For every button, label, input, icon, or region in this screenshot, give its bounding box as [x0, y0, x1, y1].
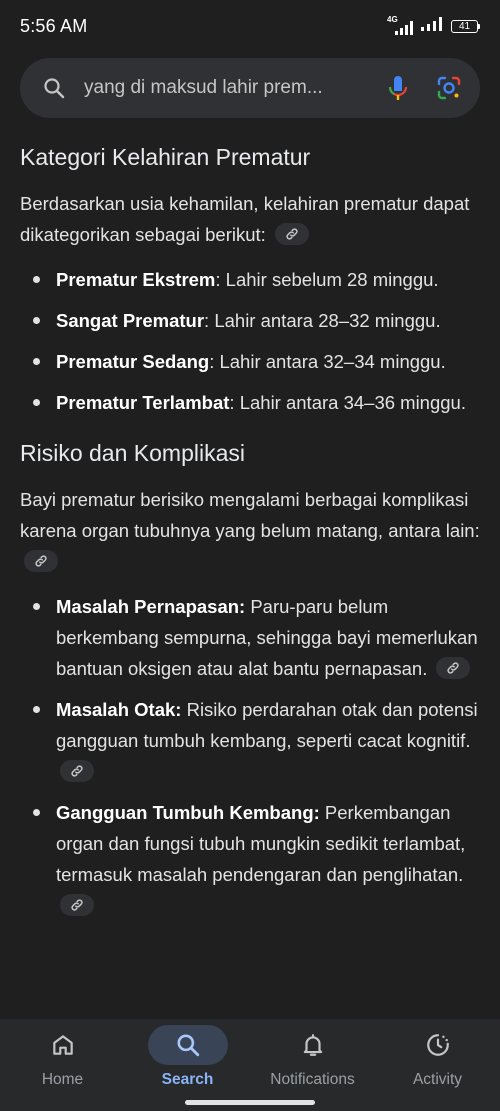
lens-icon[interactable] [436, 75, 462, 101]
list-item-term: Prematur Terlambat [56, 392, 230, 413]
intro-text: Berdasarkan usia kehamilan, kelahiran prematur dapat dikategorikan sebagai berikut: [20, 193, 470, 245]
list-item-term: Prematur Sedang [56, 351, 210, 372]
risiko-list [20, 591, 480, 921]
nav-notifications-label: Notifications [270, 1071, 355, 1088]
nav-notifications-icon-wrap [273, 1025, 353, 1065]
nav-activity[interactable] [375, 1025, 500, 1089]
list-item-term: Masalah Otak: [56, 699, 182, 720]
battery-icon [451, 20, 480, 33]
nav-activity-label: Activity [412, 1071, 463, 1088]
list-item-term: Masalah Pernapasan: [56, 596, 246, 617]
nav-notifications[interactable] [250, 1025, 375, 1089]
nav-home-label: Home [41, 1071, 84, 1088]
link-icon [285, 227, 299, 241]
list-item [20, 694, 480, 787]
nav-home-icon-wrap [23, 1025, 103, 1065]
status-icons [387, 17, 480, 36]
bottom-nav [0, 1019, 500, 1111]
link-icon [446, 661, 460, 675]
search-bar[interactable] [20, 58, 480, 118]
list-item [20, 387, 480, 418]
list-item [20, 346, 480, 377]
source-link-button[interactable] [275, 223, 309, 245]
link-icon [70, 898, 84, 912]
list-item-term: Prematur Ekstrem [56, 269, 216, 290]
battery-level: 41 [451, 20, 478, 33]
nav-search-icon-wrap [148, 1025, 228, 1065]
list-item [20, 797, 480, 921]
list-item-term: Gangguan Tumbuh Kembang: [56, 802, 320, 823]
search-icon [175, 1032, 201, 1058]
nav-search-label: Search [161, 1071, 214, 1088]
search-input[interactable]: yang di maksud lahir prem... [84, 77, 323, 98]
signal-icon [421, 17, 443, 36]
list-item-text: : Lahir antara 28–32 minggu. [204, 310, 441, 331]
status-time: 5:56 AM [20, 15, 88, 36]
link-icon [70, 764, 84, 778]
list-item [20, 591, 480, 684]
section-intro-risiko [20, 484, 480, 577]
list-item-text: Paru-paru belum berkembang sempurna, sehingga bayi memerlukan bantuan oksigen atau alat bantu pernapasan. [56, 596, 478, 679]
nav-search[interactable] [125, 1025, 250, 1089]
search-icon [42, 76, 66, 100]
section-heading-risiko: Risiko dan Komplikasi [20, 440, 245, 466]
activity-icon [425, 1032, 451, 1058]
mic-icon[interactable] [386, 75, 410, 101]
home-icon [50, 1032, 76, 1058]
signal-4g-icon [387, 17, 413, 35]
section-heading-kategori: Kategori Kelahiran Prematur [20, 144, 311, 170]
list-item-text: : Lahir sebelum 28 minggu. [215, 269, 439, 290]
source-link-button[interactable] [60, 894, 94, 916]
list-item-text: : Lahir antara 32–34 minggu. [209, 351, 446, 372]
ai-overview-content [20, 130, 480, 931]
source-link-button[interactable] [436, 657, 470, 679]
intro-text: Bayi prematur berisiko mengalami berbagai komplikasi karena organ tubuhnya yang belum matang, antara lain: [20, 489, 480, 541]
source-link-button[interactable] [24, 550, 58, 572]
bell-icon [300, 1032, 326, 1058]
list-item-text: Risiko perdarahan otak dan potensi gangguan tumbuh kembang, seperti cacat kognitif. [56, 699, 478, 751]
section-intro-kategori [20, 188, 480, 250]
list-item-term: Sangat Prematur [56, 310, 205, 331]
list-item [20, 264, 480, 295]
link-icon [34, 554, 48, 568]
nav-activity-icon-wrap [398, 1025, 478, 1065]
list-item-text: : Lahir antara 34–36 minggu. [229, 392, 466, 413]
list-item [20, 305, 480, 336]
source-link-button[interactable] [60, 760, 94, 782]
kategori-list [20, 264, 480, 418]
list-item-text: Perkembangan organ dan fungsi tubuh mungkin sedikit terlambat, termasuk masalah pendengaran dan penglihatan. [56, 802, 466, 885]
network-type: 4G [387, 15, 398, 24]
nav-home[interactable] [0, 1025, 125, 1089]
status-bar [0, 0, 500, 52]
home-indicator[interactable] [185, 1100, 315, 1105]
